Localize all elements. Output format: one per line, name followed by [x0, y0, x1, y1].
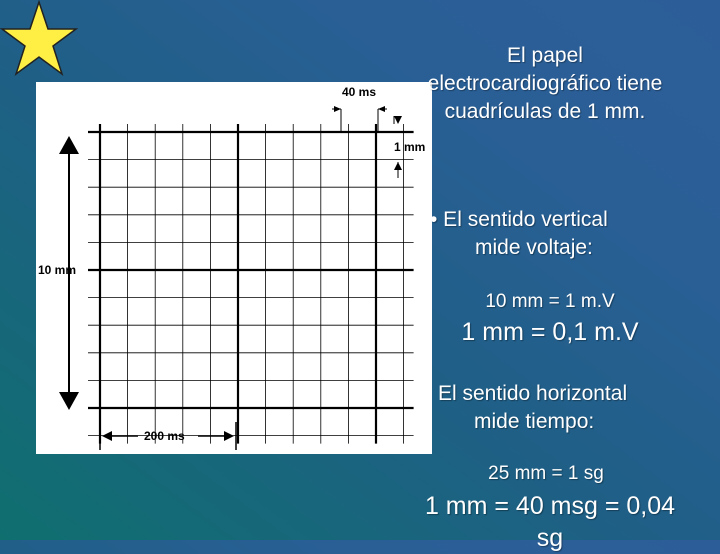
- vertical-line-1: • El sentido vertical: [430, 208, 608, 231]
- ecg-grid-figure: [36, 82, 432, 454]
- horizontal-line-2: mide tiempo:: [474, 410, 595, 433]
- label-10mm: 10 mm: [38, 263, 77, 277]
- voltage-rule-2: 1 mm = 0,1 m.V: [461, 318, 639, 346]
- horizontal-description: [438, 380, 698, 436]
- label-200ms: 200 ms: [144, 429, 185, 443]
- time-rule-2: 1 mm = 40 msg = 0,04 sg: [424, 492, 676, 552]
- star-icon: [0, 0, 78, 78]
- label-1mm: 1 mm: [394, 140, 426, 154]
- label-40ms: 40 ms: [342, 85, 377, 99]
- horizontal-line-1: El sentido horizontal: [438, 382, 628, 405]
- ecg-grid: [36, 82, 432, 454]
- title-text: El papel electrocardiográfico tiene cuadrículas de 1 mm.: [427, 44, 663, 123]
- vertical-description: [430, 206, 690, 262]
- time-rule-1: 25 mm = 1 sg: [488, 463, 604, 484]
- voltage-rule-1: 10 mm = 1 m.V: [485, 291, 615, 312]
- vertical-line-2: mide voltaje:: [475, 236, 593, 259]
